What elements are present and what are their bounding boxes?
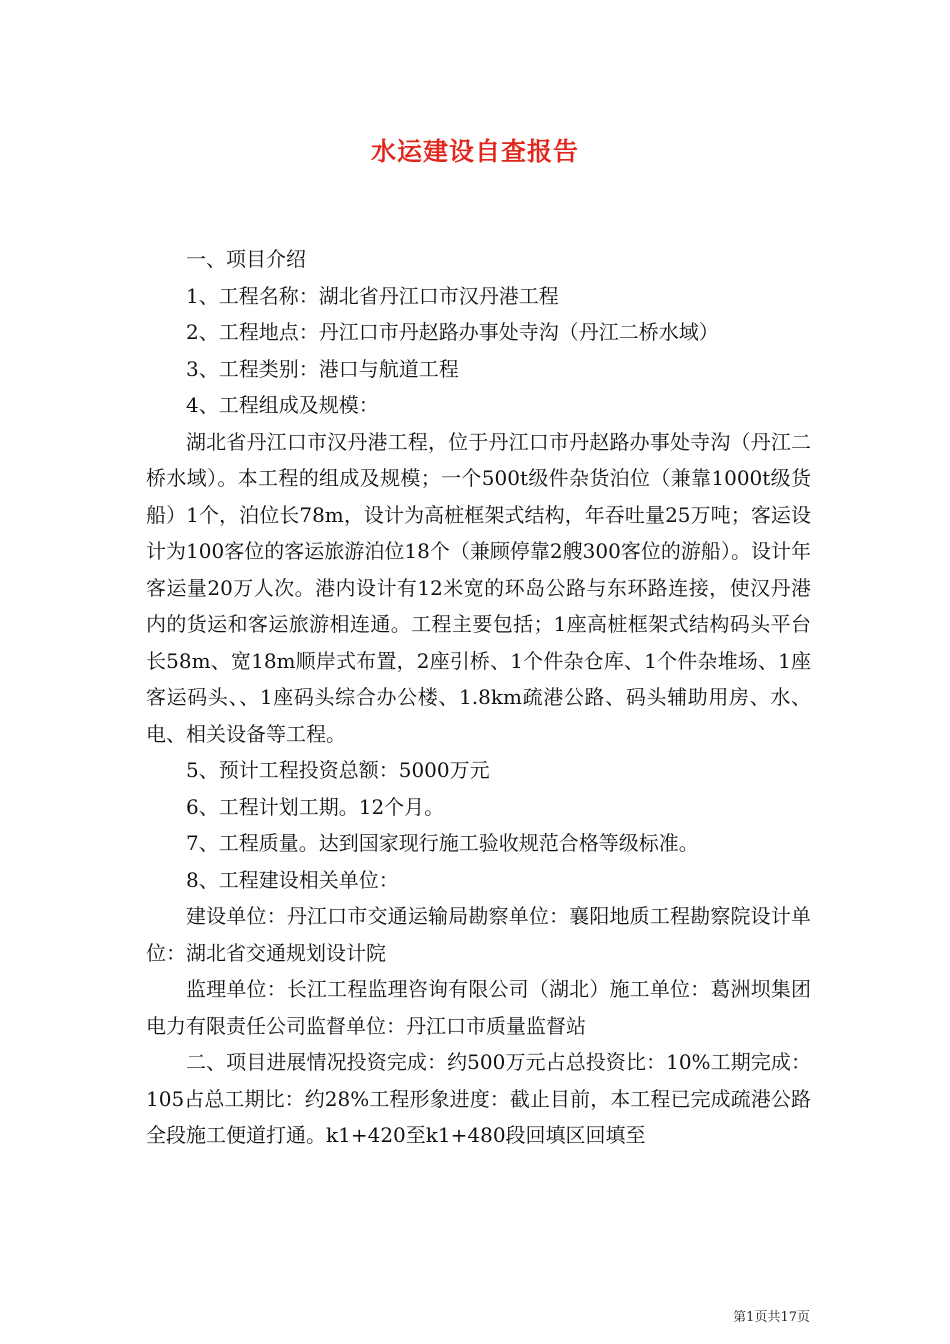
project-category-line: 3、工程类别：港口与航道工程: [186, 356, 459, 381]
document-title: 水运建设自查报告: [370, 137, 579, 166]
construction-units-paragraph: 建设单位：丹江口市交通运输局勘察单位：襄阳地质工程勘察院设计单位：湖北省交通规划设计院: [146, 904, 811, 965]
project-name-line: 1、工程名称：湖北省丹江口市汉丹港工程: [186, 283, 559, 308]
project-location-line: 2、工程地点：丹江口市丹赵路办事处寺沟（丹江二桥水域）: [186, 320, 719, 344]
project-scale-heading: 4、工程组成及规模：: [186, 393, 379, 417]
schedule-line: 6、工程计划工期。12个月。: [186, 794, 445, 819]
page-number-footer: 第1页共17页: [733, 1310, 810, 1325]
quality-line: 7、工程质量。达到国家现行施工验收规范合格等级标准。: [186, 831, 699, 855]
section-heading-project-intro: 一、项目介绍: [186, 247, 306, 271]
progress-paragraph: 二、项目进展情况投资完成：约500万元占总投资比：10%工期完成：105占总工期比：约28%工程形象进度：截止目前，本工程已完成疏港公路全段施工便道打通。k1+420至k1+480段回填区回填至: [146, 1050, 811, 1147]
investment-line: 5、预计工程投资总额：5000万元: [186, 758, 490, 782]
project-scale-paragraph: 湖北省丹江口市汉丹港工程，位于丹江口市丹赵路办事处寺沟（丹江二桥水域）。本工程的组成及规模；一个500t级件杂货泊位（兼靠1000t级货船）1个，泊位长78m，设计为高桩框架式结构，年吞吐量25万吨；客运设计为100客位的客运旅游泊位18个（兼顾停靠2艘300客位的游船）。设计年客运量20万人次。港内设计有12米宽的环岛公路与东环路连接，使汉丹港内的货运和客运旅游相连通。工程主要包括；1座高桩框架式结构码头平台长58m、宽18m顺岸式布置，2座引桥、1个件杂仓库、1个件杂堆场、1座客运码头、、1座码头综合办公楼、1.8km疏港公路、码头辅助用房、水、电、相关设备等工程。: [146, 429, 811, 746]
supervision-units-paragraph: 监理单位：长江工程监理咨询有限公司（湖北）施工单位：葛洲坝集团电力有限责任公司监督单位：丹江口市质量监督站: [146, 977, 811, 1038]
document-body: [146, 241, 811, 1154]
related-units-heading: 8、工程建设相关单位：: [186, 867, 399, 892]
